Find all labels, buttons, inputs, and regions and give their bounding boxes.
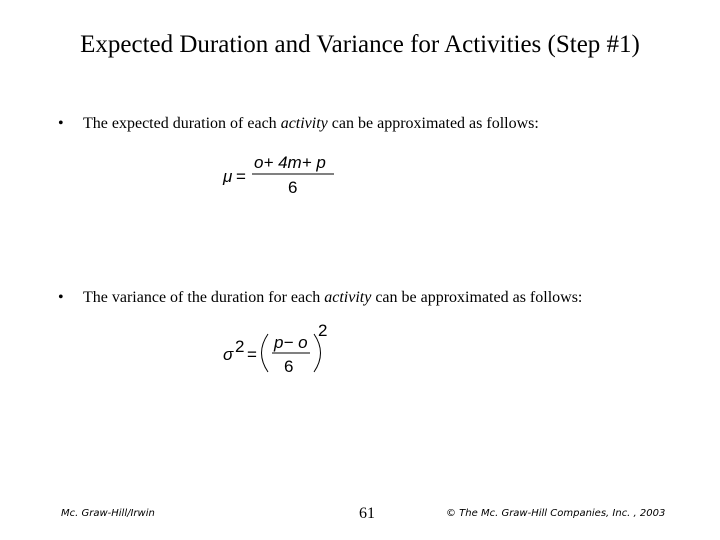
denominator-variance: 6 xyxy=(284,357,294,376)
numerator-mean: o+ 4m+ p xyxy=(254,153,326,172)
bullet-text-after: can be approximated as follows: xyxy=(327,115,539,132)
footer-publisher: Mc. Graw-Hill/Irwin xyxy=(61,508,155,519)
sigma-exponent: 2 xyxy=(235,337,245,356)
bullet-text-before: The expected duration of each xyxy=(83,115,281,132)
bullet-emphasis: activity xyxy=(280,115,328,132)
bullet-marker: • xyxy=(58,115,64,132)
slide-title: Expected Duration and Variance for Activities (Step #1) xyxy=(80,31,640,58)
formula-expected-duration xyxy=(218,148,348,198)
bullet-expected-duration xyxy=(58,114,698,134)
bullet-variance xyxy=(58,288,698,308)
denominator-mean: 6 xyxy=(288,178,298,197)
outer-exponent: 2 xyxy=(318,322,328,340)
left-paren xyxy=(262,334,269,372)
page-number: 61 xyxy=(359,505,375,522)
bullet-text-after: can be approximated as follows: xyxy=(371,289,583,306)
equals-sign: = xyxy=(236,167,246,186)
footer-copyright: © The Mc. Graw-Hill Companies, Inc. , 2003 xyxy=(446,508,666,519)
bullet-marker: • xyxy=(58,289,64,306)
formula-variance xyxy=(218,322,348,380)
equals-sign: = xyxy=(247,345,257,364)
mu-symbol: μ xyxy=(223,167,233,186)
bullet-text-before: The variance of the duration for each xyxy=(83,289,325,306)
numerator-variance: p− o xyxy=(274,333,308,352)
sigma-symbol: σ xyxy=(223,345,234,364)
bullet-emphasis: activity xyxy=(324,289,372,306)
